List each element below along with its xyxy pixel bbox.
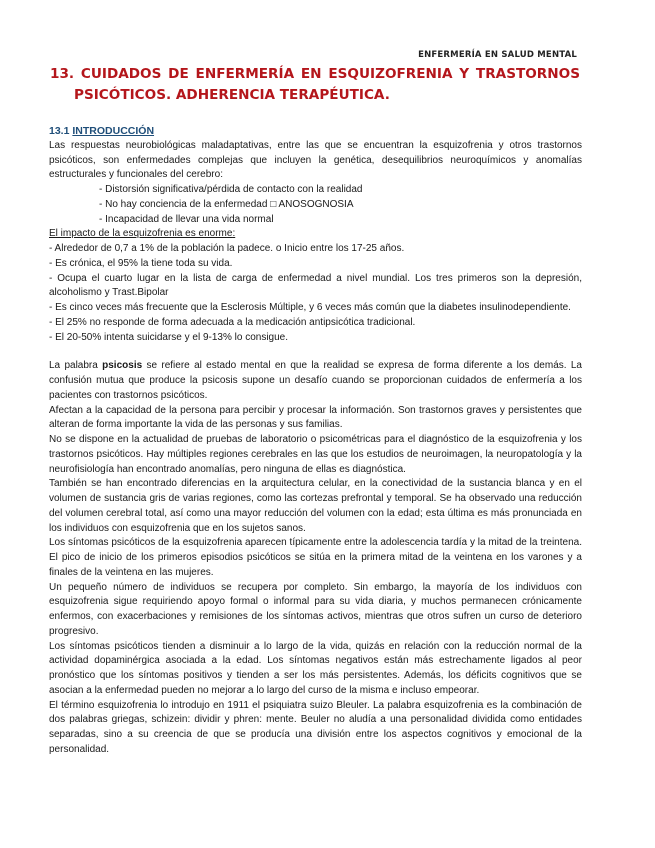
symptom-list — [49, 183, 582, 227]
chapter-title-line2: PSICÓTICOS. ADHERENCIA TERAPÉUTICA. — [74, 87, 390, 103]
impact-item: - Es cinco veces más frecuente que la Esclerosis Múltiple, y 6 veces más común que la diabetes insulinodependiente. — [49, 302, 571, 313]
impact-item: - Ocupa el cuarto lugar en la lista de carga de enfermedad a nivel mundial. Los tres primeros son la depresión, alcoholismo y Trast.Bipolar — [49, 272, 582, 299]
psicosis-term: psicosis — [102, 360, 143, 372]
body-paragraph: No se dispone en la actualidad de pruebas de laboratorio o psicométricas para el diagnóstico de la esquizofrenia y los trastornos psicóticos. Hay múltiples regiones cerebrales en las que los estudios de neuroimagen, la neuropatología y la neurofisiología han encontrado anomalías, pero ninguna de ellas es diagnóstica. — [49, 434, 582, 475]
body-paragraph: Los síntomas psicóticos tienden a disminuir a lo largo de la vida, quizás en relación con la reducción normal de la actividad dopaminérgica asociada a la edad. Los síntomas negativos están más estrechamente ligados al peor pronóstico que los síntomas positivos y tienden a ser los más persistentes. Además, los déficits cognitivos que se asocian a la enfermedad pueden no mejorar a lo largo del curso de la misma e incluso empeorar. — [49, 640, 582, 696]
section-heading — [49, 124, 582, 139]
psicosis-paragraph: La palabra psicosis se refiere al estado mental en que la realidad se expresa de forma diferente a los demás. La confusión mutua que produce la psicosis supone un desafío cuando se proporcionan cuidados de enfermería a los pacientes con trastornos psicóticos. — [49, 360, 582, 401]
impact-list — [49, 242, 582, 345]
impact-item: - Es crónica, el 95% la tiene toda su vida. — [49, 257, 233, 269]
running-header: ENFERMERÍA EN SALUD MENTAL — [418, 50, 577, 60]
symptom-item: - Incapacidad de llevar una vida normal — [99, 213, 274, 225]
impact-item: - El 25% no responde de forma adecuada a la medicación antipsicótica tradicional. — [49, 316, 416, 328]
impact-item: - Alrededor de 0,7 a 1% de la población la padece. o Inicio entre los 17-25 años. — [49, 243, 405, 254]
chapter-title — [50, 64, 580, 106]
body-paragraph: Un pequeño número de individuos se recupera por completo. Sin embargo, la mayoría de los individuos con esquizofrenia sigue requiriendo apoyo formal o informal para su vida diaria, y muchos permanecen crónicamente enfermos, con exacerbaciones y remisiones de los síntomas activos, mientras que otros sufren un curso de deterioro progresivo. — [49, 581, 582, 637]
body-paragraph: Afectan a la capacidad de la persona para percibir y procesar la información. Son trastornos graves y persistentes que alteran de forma importante la vida de las personas y sus familias. — [49, 404, 582, 431]
body-paragraph: Los síntomas psicóticos de la esquizofrenia aparecen típicamente entre la adolescencia tardía y la mitad de la treintena. El pico de inicio de los primeros episodios psicóticos se sitúa en la primera mitad de la veintena en los varones y a finales de la veintena en las mujeres. — [49, 537, 582, 578]
body-paragraph: El término esquizofrenia lo introdujo en 1911 el psiquiatra suizo Bleuler. La palabra esquizofrenia es la combinación de dos palabras griegas, schizein: dividir y phren: mente. Beuler no aludía a una personalidad dividida como entidades separadas, sino a su creencia de que se producía una división entre los aspectos cognitivos y emocional de la personalidad. — [49, 699, 582, 755]
spacer — [49, 345, 582, 359]
body-paragraph: También se han encontrado diferencias en la arquitectura celular, en la conectividad de la sustancia blanca y en el volumen de sustancia gris de varias regiones, como las cortezas prefrontal y temporal. Se ha observado una reducción del volumen cerebral total, así como una mayor reducción del volumen con la edad; esta última es más pronunciada en los individuos con esquizofrenia que en los sujetos sanos. — [49, 478, 582, 534]
section-title: INTRODUCCIÓN — [72, 125, 155, 137]
chapter-title-line1: 13. CUIDADOS DE ENFERMERÍA EN ESQUIZOFRENIA Y TRASTORNOS — [50, 66, 580, 82]
intro-paragraph: Las respuestas neurobiológicas maladaptativas, entre las que se encuentran la esquizofrenia y otros trastornos psicóticos, son enfermedades complejas que incluyen la genética, desequilibrios neuroquímicos y anomalías estructurales y funcionales del cerebro: — [49, 139, 582, 181]
symptom-item: - No hay conciencia de la enfermedad □ ANOSOGNOSIA — [99, 198, 354, 210]
section-number: 13.1 — [49, 125, 70, 137]
document-body — [49, 124, 582, 758]
impact-item: - El 20-50% intenta suicidarse y el 9-13% lo consigue. — [49, 331, 289, 343]
symptom-item: - Distorsión significativa/pérdida de contacto con la realidad — [99, 184, 363, 195]
impact-heading: El impacto de la esquizofrenia es enorme: — [49, 228, 236, 240]
